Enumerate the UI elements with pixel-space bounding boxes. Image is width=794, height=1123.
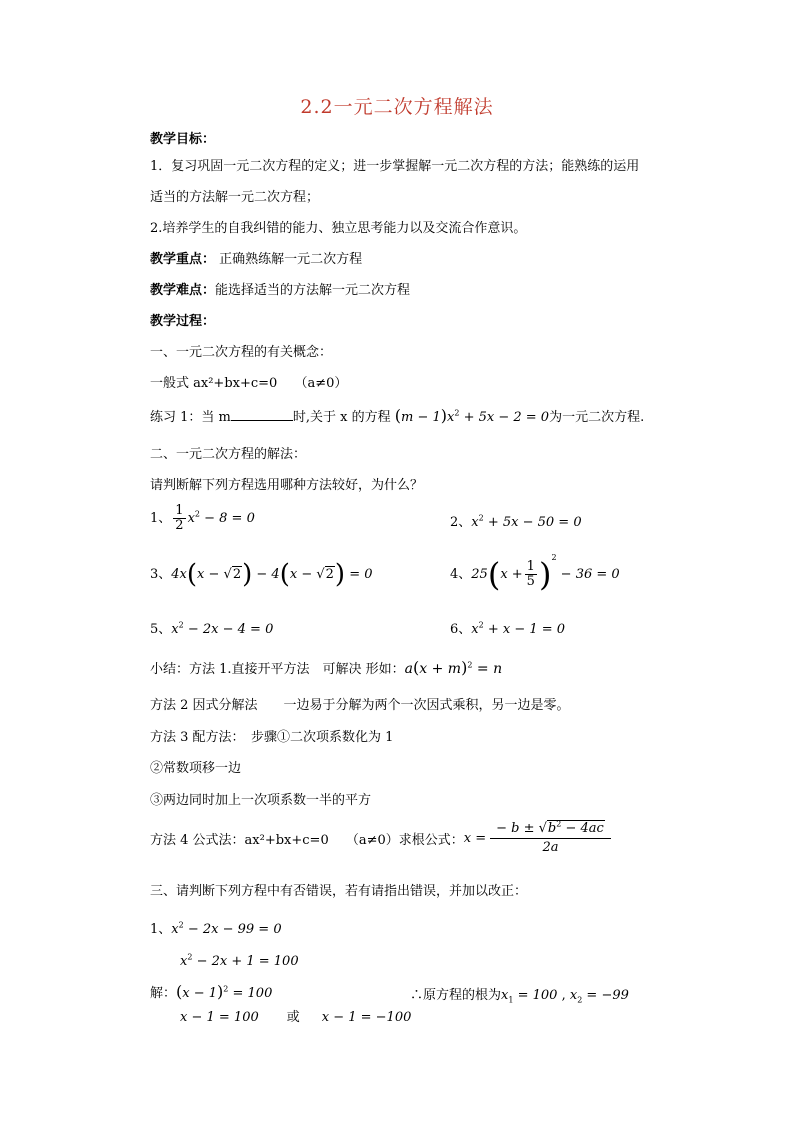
exercise-1-suffix: 为一元二次方程. xyxy=(549,410,645,425)
summary-method-1-text: 小结：方法 1.直接开平方法 可解决 形如： xyxy=(150,662,405,677)
exercise-1-prefix: 练习 1：当 m xyxy=(150,410,231,425)
equation-2: 2、$x^2 + 5x - 50 = 0$ xyxy=(450,513,582,530)
summary-method-1: 小结：方法 1.直接开平方法 可解决 形如：$a(x + m)^2 = n$ xyxy=(150,658,503,677)
problem-1-label: 1、 xyxy=(150,922,172,937)
key-point xyxy=(150,248,362,267)
solve-label: 解： xyxy=(150,986,177,1001)
equation-1-label: 1、 xyxy=(150,511,172,526)
method-3-step-2: ②常数项移一边 xyxy=(150,761,242,776)
method-3-step-3: ③两边同时加上一次项系数一半的平方 xyxy=(150,793,372,808)
objective-1-line-2: 适当的方法解一元二次方程； xyxy=(150,190,320,205)
solution-step-2: 解：$(x - 1)^2 = 100$ xyxy=(150,982,273,1001)
exercise-1-mid: 时,关于 x 的方程 xyxy=(292,410,391,425)
section-1-heading: 一、一元二次方程的有关概念： xyxy=(150,345,333,360)
equation-4: 4、25(x + $\frac{1}{5}$ )$^2$ − 36 = 0 xyxy=(450,553,620,594)
equation-6-label: 6、 xyxy=(450,622,472,637)
solution-step-3: x − 1 = 100 或 x − 1 = −100 xyxy=(180,1010,412,1025)
equation-3: 3、4x(x − √2) − 4(x − √2) = 0 xyxy=(150,559,373,590)
objective-1-line-1: 1．复习巩固一元二次方程的定义；进一步掌握解一元二次方程的方法；能熟练的运用 xyxy=(150,159,640,174)
question-text: 请判断解下列方程选用哪种方法较好，为什么？ xyxy=(150,478,424,493)
exercise-1 xyxy=(150,406,644,425)
equation-5: 5、$x^2 - 2x - 4 = 0$ xyxy=(150,620,274,637)
equation-2-label: 2、 xyxy=(450,515,472,530)
solution-step-1: $x^2 - 2x + 1 = 100$ xyxy=(180,952,299,969)
process-heading: 教学过程： xyxy=(150,314,216,329)
difficulty-text: 能选择适当的方法解一元二次方程 xyxy=(215,283,411,298)
problem-1: 1、$x^2 - 2x - 99 = 0$ xyxy=(150,920,282,937)
method-3: 方法 3 配方法： 步骤①二次项系数化为 1 xyxy=(150,730,394,745)
equation-3-label: 3、 xyxy=(150,567,172,582)
method-4-text: 方法 4 公式法：ax²+bx+c=0 （a≠0）求根公式： xyxy=(150,833,464,848)
difficulty-label: 教学难点： xyxy=(150,283,216,298)
equation-5-label: 5、 xyxy=(150,622,172,637)
objectives-heading: 教学目标： xyxy=(150,132,216,147)
page-title: 2.2一元二次方程解法 xyxy=(300,96,494,118)
method-2: 方法 2 因式分解法 一边易于分解为两个一次因式乘积，另一边是零。 xyxy=(150,698,570,713)
key-label: 教学重点： xyxy=(150,252,216,267)
general-form: 一般式 ax²+bx+c=0 （a≠0） xyxy=(150,376,348,391)
equation-6: 6、$x^2 + x - 1 = 0$ xyxy=(450,620,566,637)
or-word: 或 xyxy=(286,1010,300,1025)
objective-2: 2.培养学生的自我纠错的能力、独立思考能力以及交流合作意识。 xyxy=(150,221,527,236)
method-4: 方法 4 公式法：ax²+bx+c=0 （a≠0）求根公式：x = $\frac{- b \pm √b^2 - 4ac}{2a}$ xyxy=(150,822,613,855)
difficulty-point xyxy=(150,279,410,298)
section-3-heading: 三、请判断下列方程中有否错误，若有请指出错误，并加以改正： xyxy=(150,884,528,899)
equation-4-label: 4、 xyxy=(450,567,472,582)
answer-blank xyxy=(231,408,293,421)
conclusion-text: ∴原方程的根为 xyxy=(410,988,502,1003)
key-text: 正确熟练解一元二次方程 xyxy=(215,252,363,267)
equation-1: 1、 $\frac{1}{2}$ $x^2 - 8 = 0$ xyxy=(150,503,255,533)
section-2-heading: 二、一元二次方程的解法： xyxy=(150,447,307,462)
fraction-one-half: $\frac{1}{2}$ xyxy=(175,503,184,533)
quadratic-formula: $\frac{- b \pm √b^2 - 4ac}{2a}$ xyxy=(490,822,611,855)
exercise-1-equation: $(m - 1)x^2 + 5x - 2 = 0$ xyxy=(394,406,550,425)
conclusion: ∴原方程的根为$x_1 = 100$ , $x_2 = -99$ xyxy=(410,988,629,1005)
